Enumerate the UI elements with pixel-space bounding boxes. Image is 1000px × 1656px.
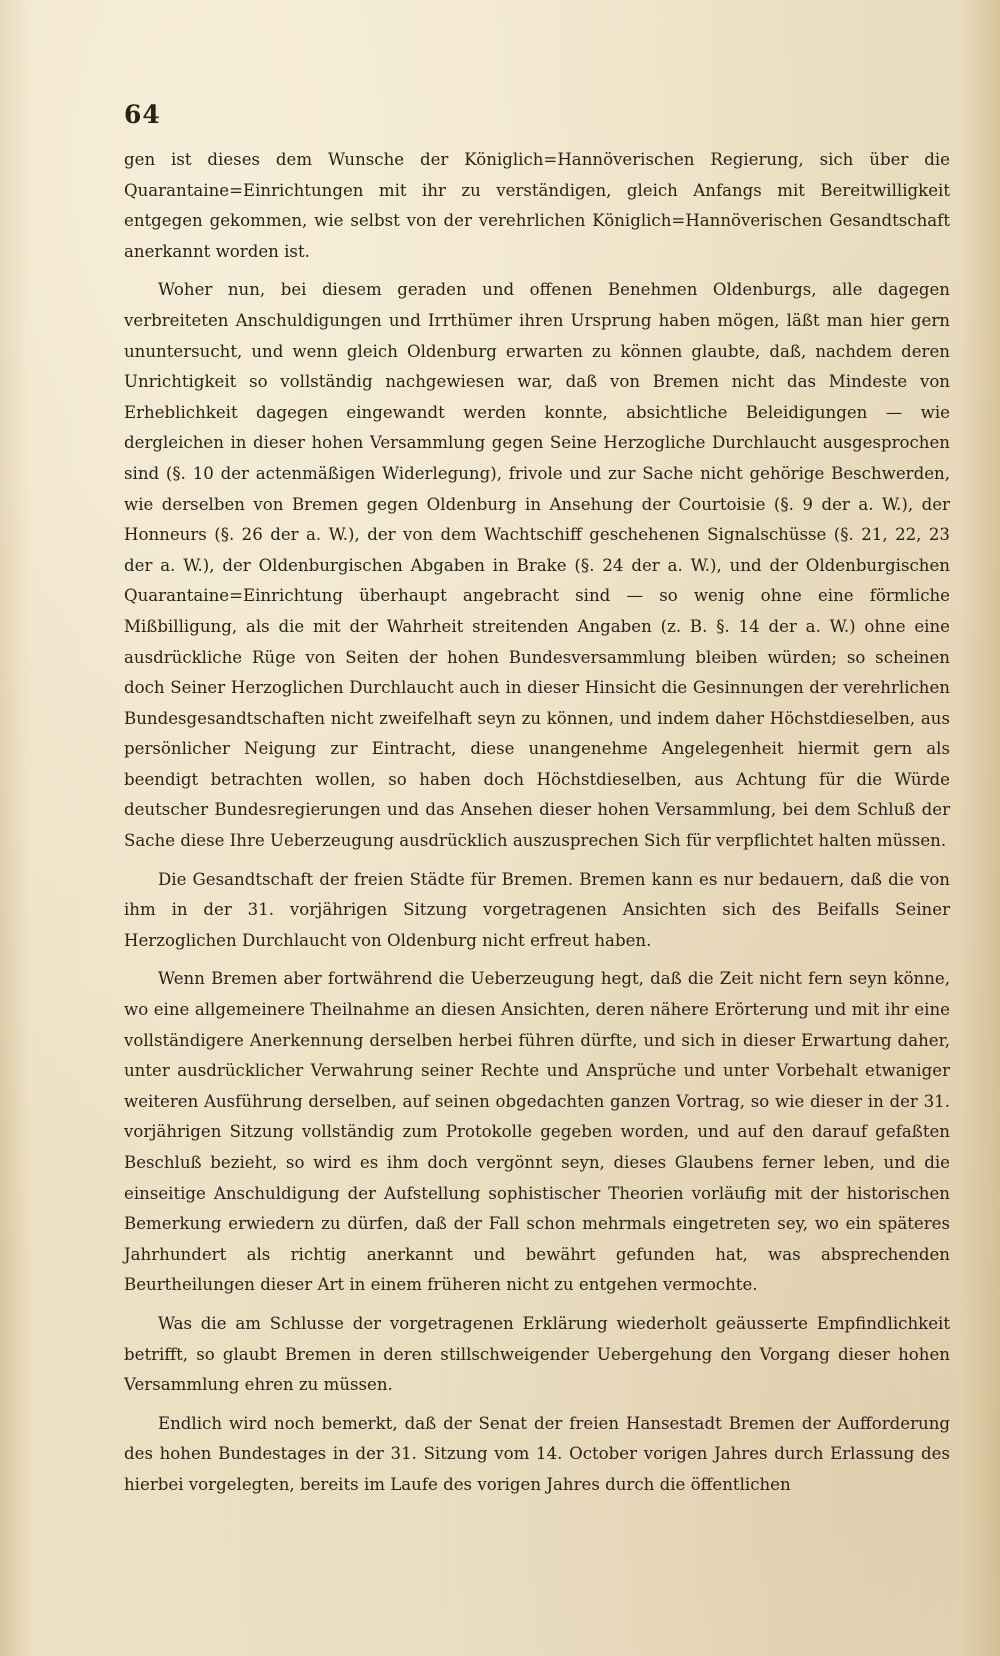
paragraph: Die Gesandtschaft der freien Städte für Bremen. Bremen kann es nur bedauern, daß die von ihm in der 31. vorjährigen Sitzung vorgetragenen Ansichten sich des Beifalls Seiner Herzoglichen Durchlaucht von Oldenburg nicht erfreut haben. <box>124 869 950 950</box>
body-text <box>124 145 950 1509</box>
paragraph: Was die am Schlusse der vorgetragenen Erklärung wiederholt geäusserte Empfindlichkeit betrifft, so glaubt Bremen in deren stillschweigender Uebergehung den Vorgang dieser hohen Versammlung ehren zu müssen. <box>124 1313 950 1395</box>
paragraph: Endlich wird noch bemerkt, daß der Senat der freien Hansestadt Bremen der Aufforderung des hohen Bundestages in der 31. Sitzung vom 14. October vorigen Jahres durch Erlassung des hierbei vorgelegten, bereits im Laufe des vorigen Jahres durch die öffentlichen <box>124 1413 950 1494</box>
paragraph: Wenn Bremen aber fortwährend die Ueberzeugung hegt, daß die Zeit nicht fern seyn könne, wo eine allgemeinere Theilnahme an diesen Ansichten, deren nähere Erörterung und mit ihr eine vollständigere Anerkennung derselben herbei führen dürfte, und sich in dieser Erwartung daher, unter ausdrücklicher Verwahrung seiner Rechte und Ansprüche und unter Vorbehalt etwaniger weiteren Ausführung derselben, auf seinen obgedachten ganzen Vortrag, so wie dieser in der 31. vorjährigen Sitzung vollständig zum Protokolle gegeben worden, und auf den darauf gefaßten Beschluß bezieht, so wird es ihm doch vergönnt seyn, dieses Glaubens ferner leben, und die einseitige Anschuldigung der Aufstellung sophistischer Theorien vorläufig mit der historischen Bemerkung erwiedern zu dürfen, daß der Fall schon mehrmals eingetreten sey, wo ein späteres Jahrhundert als richtig anerkannt und bewährt gefunden hat, was absprechenden Beurtheilungen dieser Art in einem früheren nicht zu entgehen vermochte. <box>124 969 950 1295</box>
page-number: 64 <box>124 100 161 129</box>
paragraph: Woher nun, bei diesem geraden und offenen Benehmen Oldenburgs, alle dagegen verbreiteten Anschuldigungen und Irrthümer ihren Ursprung haben mögen, läßt man hier gern ununtersucht, und wenn gleich Oldenburg erwarten zu können glaubte, daß, nachdem deren Unrichtigkeit so vollständig nachgewiesen war, daß von Bremen nicht das Mindeste von Erheblichkeit dagegen eingewandt werden konnte, absichtliche Beleidigungen — wie dergleichen in dieser hohen Versammlung gegen Seine Herzogliche Durchlaucht ausgesprochen sind (§. 10 der actenmäßigen Widerlegung), frivole und zur Sache nicht gehörige Beschwerden, wie derselben von Bremen gegen Oldenburg in Ansehung der Courtoisie (§. 9 der a. W.), der Honneurs (§. 26 der a. W.), der von dem Wachtschiff geschehenen Signalschüsse (§. 21, 22, 23 der a. W.), der Oldenburgischen Abgaben in Brake (§. 24 der a. W.), und der Oldenburgischen Quarantaine=Einrichtung überhaupt angebracht sind — so wenig ohne eine förmliche Mißbilligung, als die mit der Wahrheit streitenden Angaben (z. B. §. 14 der a. W.) ohne eine ausdrückliche Rüge von Seiten der hohen Bundesversammlung bleiben würden; so scheinen doch Seiner Herzoglichen Durchlaucht auch in dieser Hinsicht die Gesinnungen der verehrlichen Bundesgesandtschaften nicht zweifelhaft seyn zu können, und indem daher Höchstdieselben, aus persönlicher Neigung zur Eintracht, diese unangenehme Angelegenheit hiermit gern als beendigt betrachten wollen, so haben doch Höchstdieselben, aus Achtung für die Würde deutscher Bundesregierungen und das Ansehen dieser hohen Versammlung, bei dem Schluß der Sache diese Ihre Ueberzeugung ausdrücklich auszusprechen Sich für verpflichtet halten müssen. <box>124 280 950 851</box>
paragraph: gen ist dieses dem Wunsche der Königlich=Hannöverischen Regierung, sich über die Quarantaine=Einrichtungen mit ihr zu verständigen, gleich Anfangs mit Bereitwilligkeit entgegen gekommen, wie selbst von der verehrlichen Königlich=Hannöverischen Gesandtschaft anerkannt worden ist. <box>124 150 950 261</box>
